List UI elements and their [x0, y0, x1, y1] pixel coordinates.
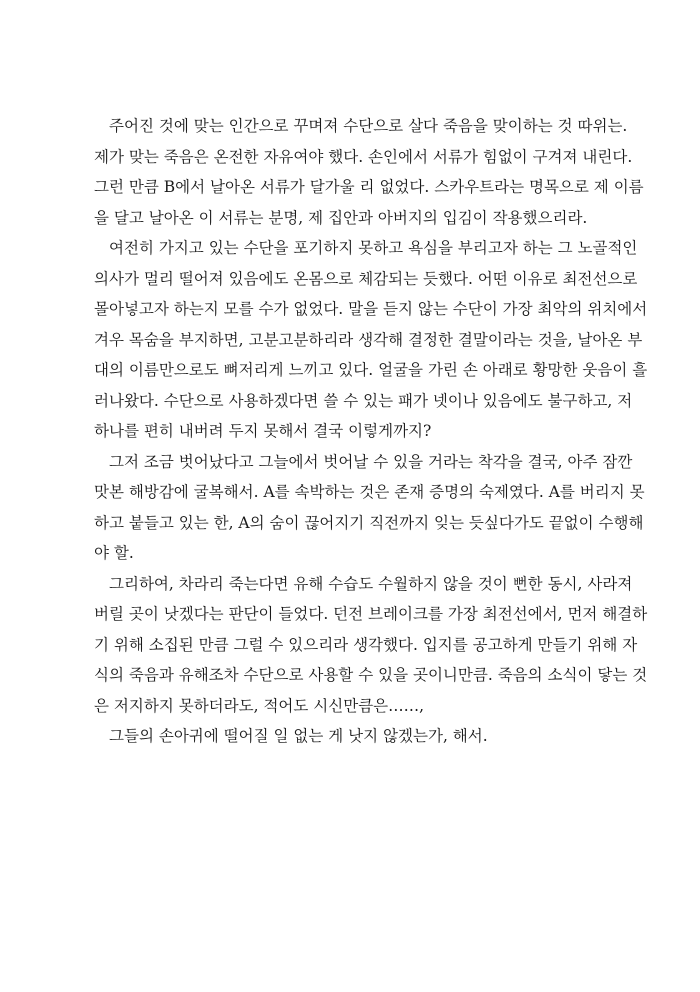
body-line: 대의 이름만으로도 뼈저리게 느끼고 있다. 얼굴을 가린 손 아래로 황망한 웃음이 흘	[94, 361, 648, 379]
body-line: 의사가 멀리 떨어져 있음에도 온몸으로 체감되는 듯했다. 어떤 이유로 최전선으로	[94, 269, 638, 288]
body-line: 그들의 손아귀에 떨어질 일 없는 게 낫지 않겠는가, 해서.	[109, 727, 488, 745]
body-line: 야 할.	[94, 544, 134, 562]
document-body	[94, 111, 648, 752]
body-line: 그리하여, 차라리 죽는다면 유해 수습도 수월하지 않을 것이 뻔한 동시, 사라져	[109, 574, 633, 593]
body-line: 그런 만큼 B에서 날아온 서류가 달가울 리 없었다. 스카우트라는 명목으로 제 이름	[94, 178, 644, 196]
body-line: 기 위해 소집된 만큼 그럴 수 있으리라 생각했다. 입지를 공고하게 만들기 위해 자	[94, 635, 638, 654]
body-line: 하나를 편히 내버려 두지 못해서 결국 이렇게까지?	[94, 422, 432, 440]
body-line: 식의 죽음과 유해조차 수단으로 사용할 수 있을 곳이니만큼. 죽음의 소식이 닿는 것	[94, 666, 648, 684]
body-line: 여전히 가지고 있는 수단을 포기하지 못하고 욕심을 부리고자 하는 그 노골적인	[109, 239, 638, 257]
body-line: 하고 붙들고 있는 한, A의 숨이 끊어지기 직전까지 잊는 듯싶다가도 끝없이 수행해	[94, 513, 644, 532]
body-line: 러나왔다. 수단으로 사용하겠다면 쓸 수 있는 패가 넷이나 있음에도 불구하고, 저	[94, 391, 633, 410]
body-line: 몰아넣고자 하는지 모를 수가 없었다. 말을 듣지 않는 수단이 가장 최악의 위치에서	[94, 300, 648, 318]
body-line: 은 저지하지 못하더라도, 적어도 시신만큼은……,	[94, 696, 425, 715]
body-line: 버릴 곳이 낫겠다는 판단이 들었다. 던전 브레이크를 가장 최전선에서, 먼저 해결하	[94, 605, 648, 623]
body-line: 겨우 목숨을 부지하면, 고분고분하리라 생각해 결정한 결말이라는 것을, 날아온 부	[94, 330, 643, 349]
body-line: 을 달고 날아온 이 서류는 분명, 제 집안과 아버지의 입김이 작용했으리라.	[94, 208, 588, 227]
body-line: 제가 맞는 죽음은 온전한 자유여야 했다. 손인에서 서류가 힘없이 구겨져 내린다.	[94, 147, 633, 166]
body-line: 맛본 해방감에 굴복해서. A를 속박하는 것은 존재 증명의 숙제였다. A를 버리지 못	[94, 483, 645, 501]
body-line: 그저 조금 벗어났다고 그늘에서 벗어날 수 있을 거라는 착각을 결국, 아주 잠깐	[109, 452, 633, 471]
body-line: 주어진 것에 맞는 인간으로 꾸며져 수단으로 살다 죽음을 맞이하는 것 따위는.	[109, 117, 628, 135]
